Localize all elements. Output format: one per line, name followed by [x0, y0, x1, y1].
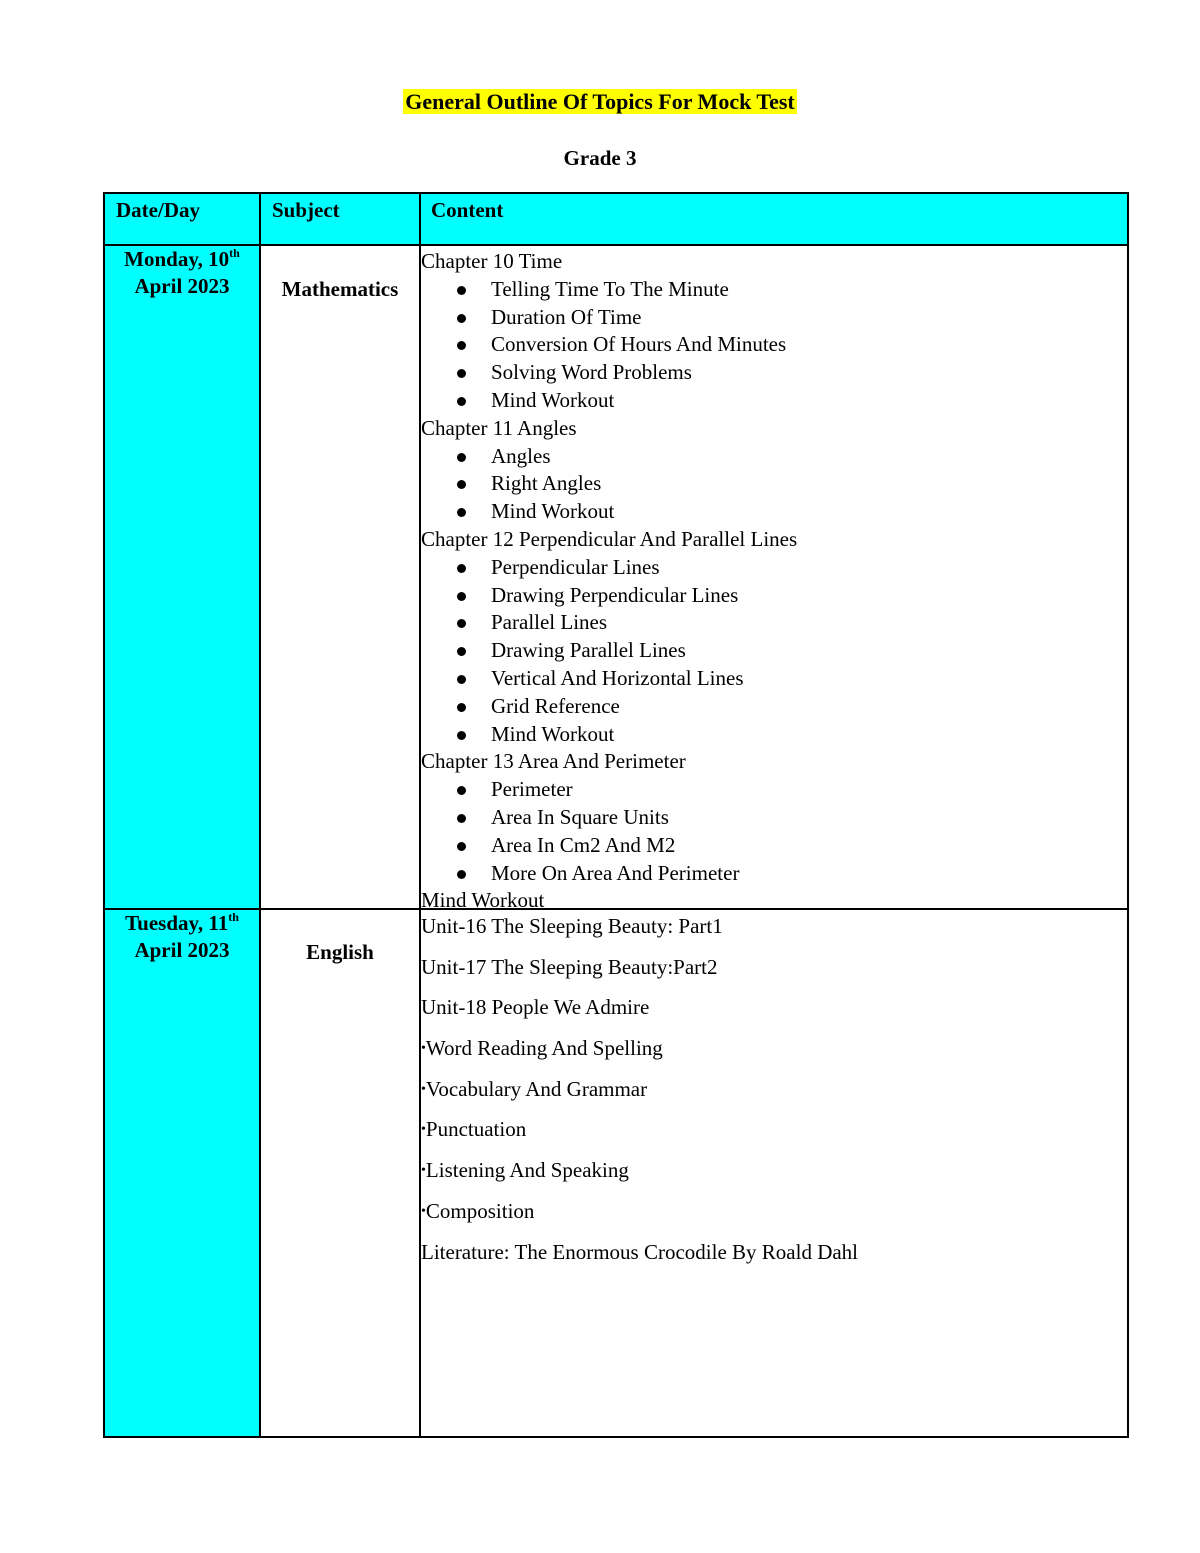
content-line	[421, 954, 1127, 981]
topic-list	[421, 776, 1127, 887]
topic-item: Perpendicular Lines	[421, 554, 1127, 582]
date-line-1: Tuesday, 11th	[125, 910, 239, 935]
topic-item: Area In Square Units	[421, 804, 1127, 832]
content-line	[421, 1035, 1127, 1062]
chapter-heading: Chapter 10 Time	[421, 249, 563, 273]
bullet-glyph: •	[421, 1041, 426, 1057]
content-line-text: Unit-17 The Sleeping Beauty:Part2	[421, 954, 718, 979]
header-content: Content	[420, 193, 1128, 245]
subject-name: English	[306, 940, 374, 964]
table-row	[104, 909, 1128, 1437]
content-line	[421, 1116, 1127, 1143]
topic-item: Telling Time To The Minute	[421, 276, 1127, 304]
topic-item: Perimeter	[421, 776, 1127, 804]
content-line-text: Listening And Speaking	[425, 1158, 629, 1183]
table-header-row	[104, 193, 1128, 245]
topic-item: More On Area And Perimeter	[421, 860, 1127, 888]
date-line-2: April 2023	[134, 938, 230, 962]
chapter-heading: Chapter 12 Perpendicular And Parallel Lines	[421, 526, 798, 551]
content-line	[421, 994, 1127, 1021]
topic-item: Grid Reference	[421, 693, 1127, 721]
content-cell	[420, 245, 1128, 913]
topic-item: Vertical And Horizontal Lines	[421, 665, 1127, 693]
topic-item: Duration Of Time	[421, 304, 1127, 332]
english-content	[421, 910, 1127, 1436]
topic-item: Angles	[421, 443, 1127, 471]
topic-item: Solving Word Problems	[421, 359, 1127, 387]
date-cell	[104, 245, 260, 909]
chapter-heading: Chapter 13 Area And Perimeter	[421, 749, 686, 774]
document-title-text: General Outline Of Topics For Mock Test	[405, 89, 795, 114]
document-title	[0, 88, 1200, 116]
date-line-2: April 2023	[134, 274, 230, 298]
bullet-glyph: •	[421, 1203, 426, 1219]
content-line	[421, 1157, 1127, 1184]
content-line-text: Composition	[425, 1198, 535, 1223]
content-line-text: Literature: The Enormous Crocodile By Roald Dahl	[421, 1239, 859, 1264]
subject-cell	[260, 245, 420, 909]
header-date: Date/Day	[104, 193, 260, 245]
table-row	[104, 245, 1128, 909]
topic-list	[421, 443, 1127, 526]
content-line-text: Vocabulary And Grammar	[425, 1076, 648, 1101]
content-line	[421, 1198, 1127, 1225]
content-line-text: Unit-16 The Sleeping Beauty: Part1	[421, 914, 723, 938]
mathematics-content	[421, 246, 1127, 913]
topic-item: Drawing Parallel Lines	[421, 637, 1127, 665]
content-line	[421, 1239, 1127, 1266]
content-line-text: Word Reading And Spelling	[425, 1036, 663, 1061]
bullet-glyph: •	[421, 1122, 426, 1138]
content-line-text: Unit-18 People We Admire	[421, 995, 650, 1020]
topic-item: Area In Cm2 And M2	[421, 832, 1127, 860]
content-cell	[420, 909, 1128, 1437]
bullet-glyph: •	[421, 1163, 426, 1179]
content-footer: Mind Workout	[421, 888, 545, 913]
subject-cell	[260, 909, 420, 1437]
topic-item: Drawing Perpendicular Lines	[421, 582, 1127, 610]
bullet-glyph: •	[421, 1081, 426, 1097]
content-line	[421, 913, 1127, 940]
header-subject: Subject	[260, 193, 420, 245]
topic-item: Parallel Lines	[421, 609, 1127, 637]
topics-table	[103, 192, 1129, 1438]
topic-item: Conversion Of Hours And Minutes	[421, 331, 1127, 359]
topic-item: Mind Workout	[421, 387, 1127, 415]
topic-item: Mind Workout	[421, 721, 1127, 749]
topic-list	[421, 554, 1127, 749]
topic-item: Right Angles	[421, 470, 1127, 498]
grade-heading: Grade 3	[563, 146, 637, 170]
content-line	[421, 1076, 1127, 1103]
chapter-heading: Chapter 11 Angles	[421, 415, 577, 440]
content-line-text: Punctuation	[425, 1117, 527, 1142]
date-line-1: Monday, 10th	[124, 246, 240, 271]
date-cell	[104, 909, 260, 1437]
topic-item: Mind Workout	[421, 498, 1127, 526]
topic-list	[421, 276, 1127, 415]
subject-name: Mathematics	[281, 277, 399, 301]
